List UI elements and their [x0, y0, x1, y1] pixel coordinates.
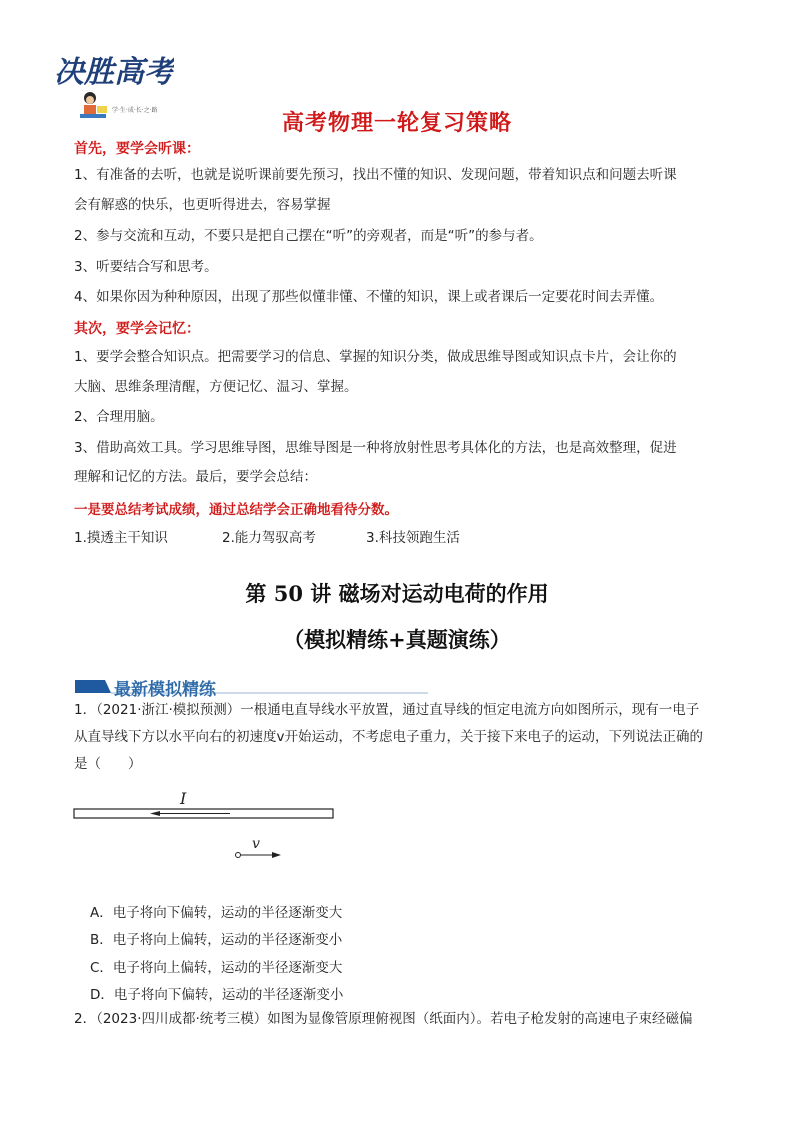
- paragraph-line: 1、要学会整合知识点。把需要学习的信息、掌握的知识分类，做成思维导图或知识点卡片，会让你的: [74, 349, 677, 365]
- current-label: I: [180, 789, 187, 808]
- summary-line: 一是要总结考试成绩，通过总结学会正确地看待分数。: [74, 502, 398, 518]
- lesson-subtitle: （模拟精练+真题演练）: [283, 627, 511, 652]
- question-1-text: 是（ ）: [74, 756, 142, 772]
- paragraph-line: 1、有准备的去听，也就是说听课前要先预习，找出不懂的知识、发现问题，带着知识点和问题去听课: [74, 167, 677, 183]
- lesson-title: 第 50 讲 磁场对运动电荷的作用: [245, 581, 549, 606]
- section-heading-listening: 首先，要学会听课：: [74, 141, 200, 157]
- key-point-2: 2.能力驾驭高考: [222, 530, 316, 546]
- document-title: 高考物理一轮复习策略: [281, 111, 512, 136]
- option-d: D．电子将向下偏转，运动的半径逐渐变小: [90, 987, 344, 1003]
- section-heading-memory: 其次，要学会记忆：: [74, 321, 200, 337]
- key-point-1: 1.摸透主干知识: [74, 530, 168, 546]
- paragraph-line: 3、听要结合写和思考。: [74, 259, 218, 275]
- velocity-label: v: [252, 836, 260, 852]
- logo-text: 决胜高考: [54, 55, 174, 90]
- option-b: B．电子将向上偏转，运动的半径逐渐变小: [90, 932, 343, 948]
- question-2-text: 2．（2023·四川成都·统考三模）如图为显像管原理俯视图（纸面内）。若电子枪发射的高速电子束经磁偏: [74, 1011, 693, 1027]
- banner-title: 最新模拟精练: [114, 680, 216, 700]
- option-c: C．电子将向上偏转，运动的半径逐渐变大: [90, 960, 343, 976]
- option-a: A．电子将向下偏转，运动的半径逐渐变大: [90, 905, 343, 921]
- paragraph-line: 2、参与交流和互动，不要只是把自己摆在“听”的旁观者，而是“听”的参与者。: [74, 228, 543, 244]
- question-1-figure: [70, 785, 350, 865]
- key-point-3: 3.科技领跑生活: [366, 530, 460, 546]
- question-1-text: 从直导线下方以水平向右的初速度v开始运动，不考虑电子重力，关于接下来电子的运动，下列说法正确的: [74, 729, 703, 745]
- paragraph-line: 2、合理用脑。: [74, 409, 164, 425]
- paragraph-line: 会有解惑的快乐，也更听得进去，容易掌握: [74, 197, 331, 213]
- velocity-arrow-head: [272, 852, 281, 858]
- paragraph-line: 4、如果你因为种种原因，出现了那些似懂非懂、不懂的知识，课上或者课后一定要花时间去弄懂。: [74, 289, 664, 305]
- paragraph-line: 大脑、思维条理清醒，方便记忆、温习、掌握。: [74, 379, 358, 395]
- paragraph-line: 理解和记忆的方法。最后，要学会总结：: [74, 469, 317, 485]
- electron: [236, 853, 241, 858]
- question-1-text: 1．（2021·浙江·模拟预测）一根通电直导线水平放置，通过直导线的恒定电流方向如图所示，现有一电子: [74, 702, 700, 718]
- logo-tagline: 学·生·成·长·之·路: [112, 107, 158, 114]
- paragraph-line: 3、借助高效工具。学习思维导图，思维导图是一种将放射性思考具体化的方法，也是高效整理，促进: [74, 440, 677, 456]
